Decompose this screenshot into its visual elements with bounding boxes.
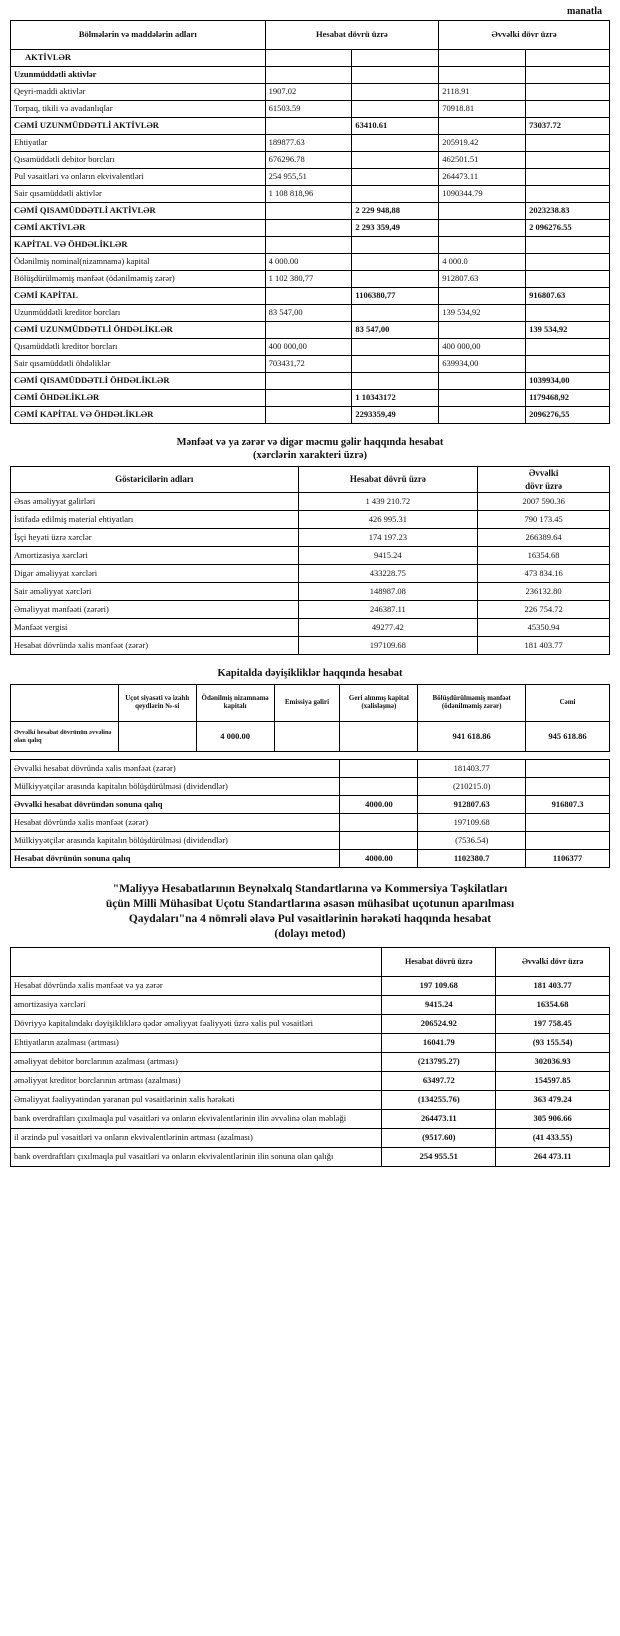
pnl-header-row bbox=[11, 467, 610, 480]
cashflow-title-line4: (dolayı metod) bbox=[274, 927, 346, 940]
table-row bbox=[11, 288, 610, 305]
row-share-capital: 4000.00 bbox=[340, 850, 418, 868]
row-cur-1 bbox=[265, 390, 352, 407]
row-label: Əvvəlki hesabat dövründən sonuna qalıq bbox=[11, 796, 340, 814]
row-retained-earnings: (7536.54) bbox=[418, 832, 526, 850]
row-cur-2: 2 229 948,88 bbox=[352, 203, 439, 220]
row-label: Uzunmüddətli aktivlər bbox=[11, 67, 266, 84]
row-prev-2 bbox=[526, 305, 610, 322]
row-previous: 473 834.16 bbox=[478, 564, 610, 582]
row-cur-2 bbox=[352, 237, 439, 254]
table-row bbox=[11, 118, 610, 135]
row-current: 433228.75 bbox=[298, 564, 478, 582]
row-current: (9517.60) bbox=[382, 1128, 496, 1147]
row-cur-2 bbox=[352, 305, 439, 322]
row-label: Ehtiyatlar bbox=[11, 135, 266, 152]
table-row bbox=[11, 50, 610, 67]
table-row bbox=[11, 760, 610, 778]
equity-col-6: Cəmi bbox=[526, 685, 610, 722]
row-label: CƏMİ QISAMÜDDƏTLİ AKTİVLƏR bbox=[11, 203, 266, 220]
row-prev-1: 2118.91 bbox=[439, 84, 526, 101]
row-previous: 790 173.45 bbox=[478, 510, 610, 528]
row-prev-1: 912807.63 bbox=[439, 271, 526, 288]
balance-col-current: Hesabat dövrü üzrə bbox=[265, 21, 439, 50]
row-label: Sair əməliyyat xərcləri bbox=[11, 582, 299, 600]
table-row bbox=[11, 1033, 610, 1052]
row-current: 197109.68 bbox=[298, 636, 478, 654]
row-cur-1: 703431,72 bbox=[265, 356, 352, 373]
table-row bbox=[11, 254, 610, 271]
row-previous: 16354.68 bbox=[478, 546, 610, 564]
row-total: 916807.3 bbox=[526, 796, 610, 814]
table-row bbox=[11, 169, 610, 186]
balance-body bbox=[11, 50, 610, 424]
row-total bbox=[526, 814, 610, 832]
row-prev-1 bbox=[439, 322, 526, 339]
row-prev-2: 2023238.83 bbox=[526, 203, 610, 220]
row-share-capital bbox=[340, 778, 418, 796]
row-label: Amortizasiya xərcləri bbox=[11, 546, 299, 564]
table-row bbox=[11, 305, 610, 322]
row-retained-earnings: 1102380.7 bbox=[418, 850, 526, 868]
row-previous: 264 473.11 bbox=[496, 1147, 610, 1166]
row-cur-1: 254 955,51 bbox=[265, 169, 352, 186]
equity-opening-label: Əvvəlki hesabat dövrünün əvvəlinə olan qalıq bbox=[11, 722, 119, 752]
table-row bbox=[11, 373, 610, 390]
table-row bbox=[11, 546, 610, 564]
table-row bbox=[11, 135, 610, 152]
row-label: CƏMİ KAPİTAL VƏ ÖHDƏLİKLƏR bbox=[11, 407, 266, 424]
table-row bbox=[11, 339, 610, 356]
row-cur-2 bbox=[352, 84, 439, 101]
row-total: 1106377 bbox=[526, 850, 610, 868]
row-label: Bölüşdürülməmiş mənfəət (ödənilməmiş zərər) bbox=[11, 271, 266, 288]
row-prev-2 bbox=[526, 254, 610, 271]
row-label: bank overdraftları çıxılmaqla pul vəsaitləri və onların ekvivalentlərinin ilin sonuna olan qalığı bbox=[11, 1147, 382, 1166]
row-label: əməliyyat kreditor borclarının artması (azalması) bbox=[11, 1071, 382, 1090]
equity-col-0 bbox=[11, 685, 119, 722]
row-previous: 197 758.45 bbox=[496, 1014, 610, 1033]
row-label: Əsas əməliyyat gəlirləri bbox=[11, 492, 299, 510]
row-label: Əməliyyat mənfəəti (zərəri) bbox=[11, 600, 299, 618]
row-label: Pul vəsaitləri və onların ekvivalentləri bbox=[11, 169, 266, 186]
row-label: Sair qısamüddətli aktivlər bbox=[11, 186, 266, 203]
row-cur-2: 83 547,00 bbox=[352, 322, 439, 339]
row-previous: (93 155.54) bbox=[496, 1033, 610, 1052]
table-row bbox=[11, 1147, 610, 1166]
row-cur-2 bbox=[352, 152, 439, 169]
table-row bbox=[11, 1090, 610, 1109]
row-previous: 236132.80 bbox=[478, 582, 610, 600]
row-cur-1 bbox=[265, 373, 352, 390]
table-row bbox=[11, 582, 610, 600]
pnl-title-line1: Mənfəət və ya zərər və digər məcmu gəlir haqqında hesabat bbox=[176, 437, 444, 448]
row-label: Qısamüddətli debitor borcları bbox=[11, 152, 266, 169]
row-current: 9415.24 bbox=[382, 995, 496, 1014]
equity-opening-c3 bbox=[274, 722, 340, 752]
row-prev-2 bbox=[526, 169, 610, 186]
row-label: CƏMİ ÖHDƏLİKLƏR bbox=[11, 390, 266, 407]
row-label: Mülkiyyətçilər arasında kapitalın bölüşdürülməsi (dividendlər) bbox=[11, 778, 340, 796]
table-row bbox=[11, 796, 610, 814]
row-cur-2 bbox=[352, 50, 439, 67]
table-row bbox=[11, 186, 610, 203]
row-label: Ödənilmiş nominal(nizamnamə) kapital bbox=[11, 254, 266, 271]
row-total bbox=[526, 778, 610, 796]
cashflow-header-row bbox=[11, 947, 610, 976]
row-cur-2 bbox=[352, 186, 439, 203]
row-label: CƏMİ QISAMÜDDƏTLİ ÖHDƏLİKLƏR bbox=[11, 373, 266, 390]
table-row bbox=[11, 814, 610, 832]
row-label: İstifadə edilmiş material ehtiyatları bbox=[11, 510, 299, 528]
row-current: 426 995.31 bbox=[298, 510, 478, 528]
row-prev-1: 4 000.0 bbox=[439, 254, 526, 271]
row-current: 16041.79 bbox=[382, 1033, 496, 1052]
row-previous: 154597.85 bbox=[496, 1071, 610, 1090]
row-current: 148987.08 bbox=[298, 582, 478, 600]
row-cur-1 bbox=[265, 203, 352, 220]
table-row bbox=[11, 1052, 610, 1071]
row-prev-1 bbox=[439, 220, 526, 237]
row-current: 197 109.68 bbox=[382, 976, 496, 995]
equity-table bbox=[10, 684, 610, 752]
row-prev-1 bbox=[439, 390, 526, 407]
row-cur-1 bbox=[265, 322, 352, 339]
row-previous: 226 754.72 bbox=[478, 600, 610, 618]
balance-col-name: Bölmələrin və maddələrin adları bbox=[11, 21, 266, 50]
row-previous: 181 403.77 bbox=[496, 976, 610, 995]
row-prev-1: 139 534,92 bbox=[439, 305, 526, 322]
row-prev-2: 139 534,92 bbox=[526, 322, 610, 339]
table-row bbox=[11, 995, 610, 1014]
row-prev-2: 1179468,92 bbox=[526, 390, 610, 407]
row-prev-2 bbox=[526, 356, 610, 373]
row-prev-1 bbox=[439, 50, 526, 67]
table-row bbox=[11, 1109, 610, 1128]
row-prev-2 bbox=[526, 186, 610, 203]
row-label: Ehtiyatların azalması (artması) bbox=[11, 1033, 382, 1052]
row-share-capital bbox=[340, 814, 418, 832]
row-cur-2 bbox=[352, 339, 439, 356]
row-cur-1: 61503.59 bbox=[265, 101, 352, 118]
row-cur-2: 2 293 359,49 bbox=[352, 220, 439, 237]
row-prev-1 bbox=[439, 237, 526, 254]
row-cur-2 bbox=[352, 169, 439, 186]
balance-sheet-table bbox=[10, 20, 610, 424]
table-row bbox=[11, 220, 610, 237]
row-label: KAPİTAL VƏ ÖHDƏLİKLƏR bbox=[11, 237, 266, 254]
table-row bbox=[11, 832, 610, 850]
row-label: Torpaq, tikili və avadanlıqlar bbox=[11, 101, 266, 118]
row-previous: 45350.94 bbox=[478, 618, 610, 636]
row-current: 63497.72 bbox=[382, 1071, 496, 1090]
row-current: 49277.42 bbox=[298, 618, 478, 636]
table-row bbox=[11, 203, 610, 220]
row-label: CƏMİ KAPİTAL bbox=[11, 288, 266, 305]
row-prev-2: 73037.72 bbox=[526, 118, 610, 135]
row-label: Hesabat dövründə xalis mənfəət və ya zərər bbox=[11, 976, 382, 995]
table-row bbox=[11, 407, 610, 424]
row-cur-1: 400 000,00 bbox=[265, 339, 352, 356]
row-current: (213795.27) bbox=[382, 1052, 496, 1071]
row-cur-1: 83 547,00 bbox=[265, 305, 352, 322]
equity-col-3: Emissiya gəliri bbox=[274, 685, 340, 722]
row-cur-1 bbox=[265, 237, 352, 254]
row-label: Digər əməliyyat xərcləri bbox=[11, 564, 299, 582]
row-previous: (41 433.55) bbox=[496, 1128, 610, 1147]
equity-opening-row bbox=[11, 722, 610, 752]
row-prev-1: 1090344.79 bbox=[439, 186, 526, 203]
row-label: CƏMİ AKTİVLƏR bbox=[11, 220, 266, 237]
row-share-capital bbox=[340, 832, 418, 850]
row-prev-1 bbox=[439, 118, 526, 135]
row-label: CƏMİ UZUNMÜDDƏTLİ AKTİVLƏR bbox=[11, 118, 266, 135]
row-prev-1 bbox=[439, 67, 526, 84]
row-current: 264473.11 bbox=[382, 1109, 496, 1128]
table-row bbox=[11, 84, 610, 101]
row-cur-2 bbox=[352, 101, 439, 118]
table-row bbox=[11, 152, 610, 169]
row-prev-2 bbox=[526, 50, 610, 67]
row-share-capital: 4000.00 bbox=[340, 796, 418, 814]
row-prev-1: 639934,00 bbox=[439, 356, 526, 373]
row-prev-1 bbox=[439, 407, 526, 424]
table-row bbox=[11, 528, 610, 546]
row-cur-1: 1 108 818,96 bbox=[265, 186, 352, 203]
row-cur-2 bbox=[352, 254, 439, 271]
table-row bbox=[11, 510, 610, 528]
row-current: 174 197.23 bbox=[298, 528, 478, 546]
row-cur-1 bbox=[265, 220, 352, 237]
table-row bbox=[11, 1128, 610, 1147]
table-row bbox=[11, 976, 610, 995]
row-label: Mülkiyyətçilər arasında kapitalın bölüşdürülməsi (dividendlər) bbox=[11, 832, 340, 850]
row-cur-2 bbox=[352, 135, 439, 152]
row-prev-1: 205919.42 bbox=[439, 135, 526, 152]
pnl-body bbox=[11, 492, 610, 654]
equity-col-4: Geri alınmış kapital (xalisləşmə) bbox=[340, 685, 418, 722]
row-retained-earnings: (210215.0) bbox=[418, 778, 526, 796]
row-label: Hesabat dövründə xalis mənfəət (zərər) bbox=[11, 814, 340, 832]
table-row bbox=[11, 564, 610, 582]
table-row bbox=[11, 492, 610, 510]
equity-opening-c5: 941 618.86 bbox=[418, 722, 526, 752]
row-label: CƏMİ UZUNMÜDDƏTLİ ÖHDƏLİKLƏR bbox=[11, 322, 266, 339]
cashflow-col-0 bbox=[11, 947, 382, 976]
balance-col-previous: Əvvəlki dövr üzrə bbox=[439, 21, 610, 50]
row-prev-1 bbox=[439, 288, 526, 305]
row-previous: 2007 590.36 bbox=[478, 492, 610, 510]
cashflow-title-line2: üçün Milli Mühasibat Uçotu Standartlarına əsasən mühasibat uçotunun aparılması bbox=[105, 898, 515, 910]
cashflow-title-line1: "Maliyyə Hesabatlarının Beynəlxalq Standartlarına və Kommersiya Təşkilatları bbox=[112, 883, 508, 896]
row-total bbox=[526, 832, 610, 850]
row-previous: 16354.68 bbox=[496, 995, 610, 1014]
pnl-title bbox=[10, 436, 610, 462]
cashflow-title-line3: Qaydaları"na 4 nömrəli əlavə Pul vəsaitlərinin hərəkəti haqqında hesabat bbox=[128, 912, 492, 925]
row-cur-2 bbox=[352, 356, 439, 373]
equity-col-5: Bölüşdürülməmiş mənfəət (ödənilməmiş zərər) bbox=[418, 685, 526, 722]
row-label: Qeyri-maddi aktivlər bbox=[11, 84, 266, 101]
pnl-col-prev-2: dövr üzrə bbox=[478, 480, 610, 493]
row-prev-2 bbox=[526, 237, 610, 254]
row-prev-2 bbox=[526, 67, 610, 84]
row-cur-1: 189877.63 bbox=[265, 135, 352, 152]
equity-detail-table bbox=[10, 759, 610, 868]
row-prev-1: 462501.51 bbox=[439, 152, 526, 169]
row-current: 9415.24 bbox=[298, 546, 478, 564]
equity-detail-body bbox=[11, 760, 610, 868]
row-prev-1: 70918.81 bbox=[439, 101, 526, 118]
row-label: İşçi heyəti üzrə xərclər bbox=[11, 528, 299, 546]
equity-col-1: Uçot siyasəti və izahlı qeydlərin №-si bbox=[118, 685, 196, 722]
equity-opening-c4 bbox=[340, 722, 418, 752]
row-current: (134255.76) bbox=[382, 1090, 496, 1109]
cashflow-body bbox=[11, 976, 610, 1166]
row-prev-1: 400 000,00 bbox=[439, 339, 526, 356]
table-row bbox=[11, 390, 610, 407]
pnl-col-name: Göstəricilərin adları bbox=[11, 467, 299, 493]
row-cur-1 bbox=[265, 407, 352, 424]
row-label: Hesabat dövründə xalis mənfəət (zərər) bbox=[11, 636, 299, 654]
row-label: amortizasiya xərcləri bbox=[11, 995, 382, 1014]
row-prev-2 bbox=[526, 271, 610, 288]
row-cur-2 bbox=[352, 271, 439, 288]
row-prev-1: 264473.11 bbox=[439, 169, 526, 186]
table-row bbox=[11, 67, 610, 84]
row-label: əməliyyat debitor borclarının azalması (artması) bbox=[11, 1052, 382, 1071]
equity-title: Kapitalda dəyişikliklər haqqında hesabat bbox=[217, 667, 403, 679]
row-previous: 363 479.24 bbox=[496, 1090, 610, 1109]
row-previous: 302036.93 bbox=[496, 1052, 610, 1071]
row-previous: 266389.64 bbox=[478, 528, 610, 546]
equity-opening-c6: 945 618.86 bbox=[526, 722, 610, 752]
cashflow-col-2: Əvvəlki dövr üzrə bbox=[496, 947, 610, 976]
row-prev-2 bbox=[526, 135, 610, 152]
row-cur-2 bbox=[352, 373, 439, 390]
unit-label: manatla bbox=[567, 6, 602, 17]
table-row bbox=[11, 322, 610, 339]
row-cur-2 bbox=[352, 67, 439, 84]
row-prev-2: 916807.63 bbox=[526, 288, 610, 305]
table-row bbox=[11, 237, 610, 254]
equity-opening-c2: 4 000.00 bbox=[196, 722, 274, 752]
row-prev-2 bbox=[526, 152, 610, 169]
row-prev-1 bbox=[439, 203, 526, 220]
row-retained-earnings: 197109.68 bbox=[418, 814, 526, 832]
table-row bbox=[11, 618, 610, 636]
row-label: bank overdraftları çıxılmaqla pul vəsaitləri və onların ekvivalentlərinin ilin əvvəlinə olan məbləği bbox=[11, 1109, 382, 1128]
row-prev-2: 2096276,55 bbox=[526, 407, 610, 424]
pnl-col-prev-1: Əvvəlki bbox=[478, 467, 610, 480]
row-retained-earnings: 912807.63 bbox=[418, 796, 526, 814]
row-prev-2 bbox=[526, 84, 610, 101]
row-retained-earnings: 181403.77 bbox=[418, 760, 526, 778]
row-current: 254 955.51 bbox=[382, 1147, 496, 1166]
row-cur-1 bbox=[265, 50, 352, 67]
cashflow-col-1: Hesabat dövrü üzrə bbox=[382, 947, 496, 976]
row-prev-2 bbox=[526, 101, 610, 118]
row-label: Əvvəlki hesabat dövründə xalis mənfəət (zərər) bbox=[11, 760, 340, 778]
row-prev-2: 1039934,00 bbox=[526, 373, 610, 390]
row-prev-2: 2 096276.55 bbox=[526, 220, 610, 237]
row-label: Qısamüddətli kreditor borcları bbox=[11, 339, 266, 356]
table-row bbox=[11, 1014, 610, 1033]
table-row bbox=[11, 778, 610, 796]
pnl-col-current: Hesabat dövrü üzrə bbox=[298, 467, 478, 493]
row-cur-1: 4 000.00 bbox=[265, 254, 352, 271]
row-label: Dövriyyə kapitalındakı dəyişikliklərə qədər əməliyyat fəaliyyəti üzrə xalis pul vəsaitləri bbox=[11, 1014, 382, 1033]
row-total bbox=[526, 760, 610, 778]
balance-header-row bbox=[11, 21, 610, 50]
row-label: Mənfəət vergisi bbox=[11, 618, 299, 636]
row-cur-1 bbox=[265, 118, 352, 135]
table-row bbox=[11, 636, 610, 654]
row-prev-1 bbox=[439, 373, 526, 390]
table-row bbox=[11, 271, 610, 288]
row-cur-2: 1106380,77 bbox=[352, 288, 439, 305]
row-label: Sair qısamüddətli öhdəliklər bbox=[11, 356, 266, 373]
table-row bbox=[11, 356, 610, 373]
row-label: Uzunmüddətli kreditor borcları bbox=[11, 305, 266, 322]
row-current: 246387.11 bbox=[298, 600, 478, 618]
row-previous: 181 403.77 bbox=[478, 636, 610, 654]
equity-col-2: Ödənilmiş nizamnamə kapitalı bbox=[196, 685, 274, 722]
row-cur-1: 1907.02 bbox=[265, 84, 352, 101]
pnl-title-line2: (xərclərin xarakteri üzrə) bbox=[252, 450, 368, 462]
table-row bbox=[11, 600, 610, 618]
row-cur-2: 2293359,49 bbox=[352, 407, 439, 424]
row-label: Hesabat dövrünün sonuna qalıq bbox=[11, 850, 340, 868]
row-cur-1: 1 102 380,77 bbox=[265, 271, 352, 288]
equity-header-row bbox=[11, 685, 610, 722]
row-current: 1 439 210.72 bbox=[298, 492, 478, 510]
equity-opening-c1 bbox=[118, 722, 196, 752]
row-label: Əməliyyat fəaliyyətindən yaranan pul vəsaitlərinin xalis hərəkəti bbox=[11, 1090, 382, 1109]
row-cur-2: 1 10343172 bbox=[352, 390, 439, 407]
row-current: 206524.92 bbox=[382, 1014, 496, 1033]
row-label: AKTİVLƏR bbox=[11, 50, 266, 67]
row-prev-2 bbox=[526, 339, 610, 356]
table-row bbox=[11, 101, 610, 118]
table-row bbox=[11, 850, 610, 868]
row-cur-2: 63410.61 bbox=[352, 118, 439, 135]
table-row bbox=[11, 1071, 610, 1090]
row-cur-1 bbox=[265, 67, 352, 84]
row-cur-1 bbox=[265, 288, 352, 305]
row-label: il ərzində pul vəsaitləri və onların ekvivalentlərinin artması (azalması) bbox=[11, 1128, 382, 1147]
row-cur-1: 676296.78 bbox=[265, 152, 352, 169]
row-share-capital bbox=[340, 760, 418, 778]
cashflow-table bbox=[10, 947, 610, 1167]
row-previous: 305 906.66 bbox=[496, 1109, 610, 1128]
cashflow-title bbox=[14, 882, 606, 942]
pnl-table bbox=[10, 466, 610, 655]
